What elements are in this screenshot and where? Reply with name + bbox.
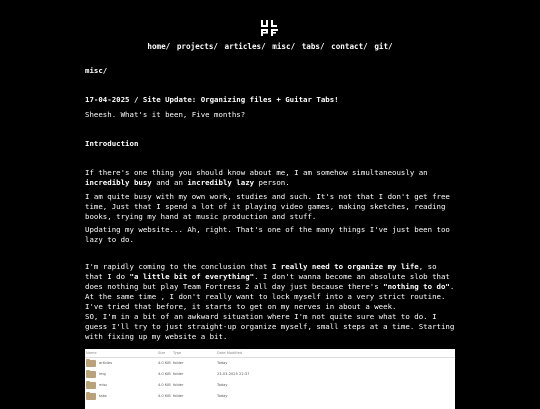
p4-text-c: , so that I do [85, 262, 437, 281]
p4-text-a: I'm rapidly coming to the conclusion that [85, 262, 272, 271]
file-browser-header [85, 349, 455, 358]
paragraph-5: SO, I'm in a bit of an awkward situation where I'm not quite sure what to do. I guess I'll try to just straight-up organize myself, small steps at a time. Starting with fixing up my website a bit. [85, 312, 455, 341]
file-size: 4.0 KiB [158, 372, 171, 377]
table-row [85, 391, 455, 402]
folder-icon [86, 371, 96, 378]
p1-bold-busy: incredibly busy [85, 177, 152, 187]
file-browser-screenshot [85, 349, 455, 409]
post-subtitle: Sheesh. What's it been, Five months? [85, 110, 246, 119]
folder-icon [86, 360, 96, 367]
nav-link-home[interactable]: home/ [147, 42, 171, 51]
p4-text-d: . I don't wanna become an absolute slob that does nothing but play Team Fortress 2 all day just because there's [85, 271, 450, 291]
nav-link-articles[interactable]: articles/ [224, 42, 266, 51]
col-type-header: Type [173, 350, 182, 355]
p4-bold-everything: "a little bit of everything" [129, 271, 255, 281]
col-size-header: Size [158, 350, 166, 355]
post-title: 17-04-2025 / Site Update: Organizing files + Guitar Tabs! [85, 95, 339, 104]
file-size: 4.0 KiB [158, 361, 171, 366]
breadcrumb: misc/ [85, 66, 108, 75]
paragraph-3: Updating my website... Ah, right. That's one of the many things I've just been too lazy to do. [85, 225, 450, 244]
file-name: articles [99, 361, 113, 366]
paragraph-4 [85, 262, 457, 312]
file-date: Today [217, 383, 228, 388]
table-row [85, 358, 455, 369]
nav-link-contact[interactable]: contact/ [331, 42, 368, 51]
p1-text-a: If there's one thing you should know about me, I am somehow simultaneously an [85, 168, 428, 177]
file-date: Today [217, 361, 228, 366]
file-type: folder [173, 394, 184, 399]
file-type: folder [173, 372, 184, 377]
file-name: tabs [99, 394, 107, 399]
table-row [85, 369, 455, 380]
file-name: img [99, 372, 106, 377]
site-logo-icon[interactable] [260, 19, 280, 36]
intro-heading: Introduction [85, 139, 139, 148]
file-type: folder [173, 361, 184, 366]
p4-bold-organize: I really need to organize my life [271, 262, 419, 271]
file-type: folder [173, 383, 184, 388]
file-size: 4.0 KiB [158, 383, 171, 388]
paragraph-2: I am quite busy with my own work, studies and such. It's not that I don't get free time, Just that I spend a lot of it playing video games, making sketches, reading books, trying my hand at music production and stuff. [85, 192, 450, 221]
col-date-header: Date Modified [217, 350, 243, 355]
file-date: 23-03-2025 22:37 [217, 372, 250, 377]
p4-text-e: . At the same time , I don't really want to lock myself into a very strict routine. I've tried that before, it starts to get on my nerves in about a week. [85, 281, 455, 311]
p1-bold-lazy: incredibly lazy [187, 177, 255, 187]
main-nav [0, 42, 540, 52]
p1-text-c: and an [151, 177, 188, 187]
file-name: misc [99, 383, 108, 388]
col-name-header: Name [86, 350, 97, 355]
table-row [85, 380, 455, 391]
file-size: 4.0 KiB [158, 394, 171, 399]
paragraph-1 [85, 168, 457, 188]
nav-link-git[interactable]: git/ [374, 42, 393, 51]
folder-icon [86, 382, 96, 389]
file-date: Today [217, 394, 228, 399]
nav-link-misc[interactable]: misc/ [272, 42, 296, 51]
nav-link-tabs[interactable]: tabs/ [301, 42, 325, 51]
nav-link-projects[interactable]: projects/ [176, 42, 218, 51]
p1-text-d: person. [254, 177, 290, 187]
p4-bold-nothing: "nothing to do" [383, 281, 450, 291]
folder-icon [86, 393, 96, 400]
